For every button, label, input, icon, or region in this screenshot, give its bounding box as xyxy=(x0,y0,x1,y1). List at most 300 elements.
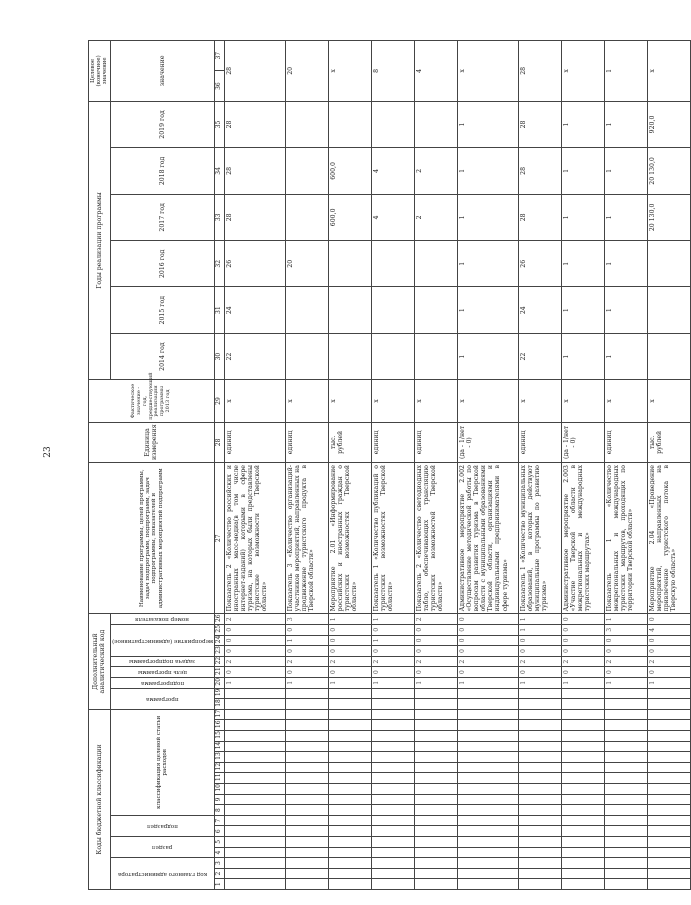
code-cell xyxy=(457,773,518,784)
code-cell xyxy=(414,837,457,848)
code-cell: 0 xyxy=(518,667,561,678)
code-cell: 0 xyxy=(457,635,518,646)
column-number: 11 xyxy=(214,773,224,784)
code-cell: 1 xyxy=(328,614,371,625)
row-year-value: 1 xyxy=(457,148,518,194)
row-year-value: 600,0 xyxy=(328,194,371,240)
code-cell xyxy=(371,837,414,848)
code-cell xyxy=(371,720,414,731)
row-year-value: 28 xyxy=(518,194,561,240)
row-year-value xyxy=(285,148,328,194)
year-2019: 2019 год xyxy=(110,101,214,147)
code-cell: 1 xyxy=(285,677,328,688)
column-number: 2 xyxy=(214,868,224,879)
row-actual: х xyxy=(561,380,604,422)
code-cell: 0 xyxy=(414,667,457,678)
code-cell xyxy=(414,879,457,890)
year-2018: 2018 год xyxy=(110,148,214,194)
code-cell: 0 xyxy=(328,635,371,646)
code-cell xyxy=(561,784,604,795)
table-row xyxy=(371,41,414,890)
extra-sub-goal-label: цель программы xyxy=(137,668,187,675)
row-year-value: 28 xyxy=(224,101,285,147)
row-year-value: 24 xyxy=(224,287,285,333)
code-cell xyxy=(561,720,604,731)
code-cell: 0 xyxy=(328,667,371,678)
extra-sub-goal xyxy=(110,667,214,678)
column-number: 5 xyxy=(214,837,224,848)
code-cell xyxy=(224,688,285,699)
code-cell xyxy=(561,773,604,784)
code-cell: 0 xyxy=(457,667,518,678)
code-cell xyxy=(604,837,647,848)
row-year-value xyxy=(285,101,328,147)
code-cell xyxy=(328,815,371,826)
code-cell xyxy=(224,731,285,742)
code-cell xyxy=(371,773,414,784)
code-cell xyxy=(285,784,328,795)
code-cell: 0 xyxy=(285,646,328,657)
code-cell: 0 xyxy=(647,667,690,678)
year-2014: 2014 год xyxy=(110,333,214,379)
column-number: 22 xyxy=(214,656,224,667)
target-value-header: значение xyxy=(110,41,214,102)
code-cell: 2 xyxy=(518,656,561,667)
code-cell xyxy=(457,741,518,752)
row-year-value: 1 xyxy=(457,194,518,240)
code-cell xyxy=(518,805,561,816)
code-cell: 2 xyxy=(457,656,518,667)
code-cell: 2 xyxy=(224,656,285,667)
code-cell: 1 xyxy=(561,677,604,688)
actual-header: Фактическое значение - год, предшествующий реализации программы 2013 год xyxy=(89,380,215,422)
code-cell: 0 xyxy=(224,625,285,636)
code-cell xyxy=(604,709,647,720)
code-cell: 1 xyxy=(371,614,414,625)
column-number: 28 xyxy=(214,422,224,462)
column-number: 9 xyxy=(214,794,224,805)
code-cell: 2 xyxy=(561,656,604,667)
code-cell xyxy=(224,879,285,890)
row-description: Показатель 2 «Количество российских и иностранных масс-медиа(в том числе интернет-изданий) которыми в сфере туризма, на которых были представлены туристские возможности Тверской области» xyxy=(224,463,285,614)
code-cell xyxy=(285,879,328,890)
code-cell xyxy=(414,858,457,869)
code-cell: 4 xyxy=(647,625,690,636)
code-cell: 0 xyxy=(457,625,518,636)
code-cell xyxy=(414,794,457,805)
extra-sub-indicator xyxy=(110,614,214,625)
code-cell xyxy=(647,794,690,805)
row-actual: х xyxy=(518,380,561,422)
code-cell xyxy=(604,784,647,795)
column-number: 19 xyxy=(214,688,224,699)
code-cell xyxy=(518,784,561,795)
code-cell xyxy=(371,815,414,826)
row-year-value xyxy=(371,241,414,287)
code-cell xyxy=(647,752,690,763)
code-cell: 0 xyxy=(457,614,518,625)
code-cell: 1 xyxy=(518,677,561,688)
code-cell xyxy=(518,879,561,890)
code-cell xyxy=(371,879,414,890)
code-cell xyxy=(518,794,561,805)
row-year-value xyxy=(414,333,457,379)
row-year-value: 4 xyxy=(371,194,414,240)
code-cell: 0 xyxy=(561,646,604,657)
row-target: х xyxy=(561,41,604,102)
code-cell: 1 xyxy=(371,635,414,646)
column-number: 35 xyxy=(214,101,224,147)
code-cell xyxy=(604,773,647,784)
unit-header: Единица измерения xyxy=(89,422,215,462)
extra-sub-task-label: задача подпрограммы xyxy=(129,658,196,665)
row-year-value xyxy=(647,333,690,379)
code-cell xyxy=(328,826,371,837)
code-cell: 1 xyxy=(518,614,561,625)
code-cell xyxy=(561,731,604,742)
row-description: Административное мероприятие 2.003 «Участие Тверской области в межрегиональных и международных туристских маршрутах» xyxy=(561,463,604,614)
code-cell xyxy=(647,868,690,879)
code-cell: 1 xyxy=(604,677,647,688)
table-row xyxy=(647,41,690,890)
code-cell xyxy=(647,699,690,710)
extra-sub-measure-label: мероприятие (административное) xyxy=(111,637,213,644)
column-number: 3 xyxy=(214,858,224,869)
table-row xyxy=(285,41,328,890)
row-year-value: 920,0 xyxy=(647,101,690,147)
code-cell xyxy=(561,847,604,858)
row-unit: тыс. рублей xyxy=(328,422,371,462)
code-cell xyxy=(647,762,690,773)
code-cell xyxy=(328,773,371,784)
table-row xyxy=(224,41,285,890)
row-unit: единиц xyxy=(604,422,647,462)
code-cell: 1 xyxy=(457,677,518,688)
budget-sub-subsection xyxy=(110,815,214,836)
code-cell xyxy=(518,858,561,869)
code-cell xyxy=(224,794,285,805)
code-cell xyxy=(371,752,414,763)
code-cell xyxy=(604,805,647,816)
code-cell xyxy=(561,868,604,879)
code-cell: 0 xyxy=(604,646,647,657)
table-row xyxy=(518,41,561,890)
code-cell xyxy=(561,805,604,816)
code-cell: 0 xyxy=(518,646,561,657)
code-cell xyxy=(604,815,647,826)
row-year-value: 1 xyxy=(457,287,518,333)
code-cell xyxy=(604,847,647,858)
row-year-value: 2 xyxy=(414,148,457,194)
row-actual: х xyxy=(285,380,328,422)
code-cell: 3 xyxy=(285,614,328,625)
code-cell: 0 xyxy=(604,667,647,678)
code-cell xyxy=(518,741,561,752)
code-cell: 2 xyxy=(414,614,457,625)
budget-sub-admin xyxy=(110,858,214,890)
code-cell xyxy=(414,826,457,837)
code-cell xyxy=(328,752,371,763)
row-year-value: 1 xyxy=(604,148,647,194)
row-description: Показатель 2 «Количество светодиодных табло, обеспечивающих трансляцию туристских возможностей Тверской области» xyxy=(414,463,457,614)
code-cell xyxy=(604,826,647,837)
code-cell xyxy=(457,879,518,890)
code-cell xyxy=(371,847,414,858)
column-number: 6 xyxy=(214,826,224,837)
code-cell xyxy=(647,858,690,869)
code-cell: 1 xyxy=(224,677,285,688)
code-cell xyxy=(328,720,371,731)
code-cell xyxy=(561,794,604,805)
code-cell: 2 xyxy=(414,656,457,667)
row-target: 1 xyxy=(604,41,647,102)
column-number: 29 xyxy=(214,380,224,422)
code-cell xyxy=(561,752,604,763)
code-cell xyxy=(457,699,518,710)
code-cell xyxy=(224,837,285,848)
code-cell xyxy=(328,805,371,816)
extra-sub-program xyxy=(110,688,214,709)
row-year-value: 1 xyxy=(604,333,647,379)
code-cell: 0 xyxy=(414,646,457,657)
code-cell xyxy=(328,858,371,869)
code-cell xyxy=(561,688,604,699)
code-cell xyxy=(518,847,561,858)
budget-sub-subsection-label: подраздел xyxy=(146,823,178,830)
row-year-value: 20 130,0 xyxy=(647,194,690,240)
code-cell xyxy=(224,784,285,795)
code-cell xyxy=(285,837,328,848)
code-cell xyxy=(285,858,328,869)
row-year-value: 1 xyxy=(561,287,604,333)
code-cell: 0 xyxy=(371,625,414,636)
row-year-value: 20 xyxy=(285,241,328,287)
code-cell: 0 xyxy=(604,635,647,646)
row-year-value: 4 xyxy=(371,148,414,194)
code-cell xyxy=(371,826,414,837)
code-cell xyxy=(518,731,561,742)
code-cell xyxy=(604,699,647,710)
code-cell: 0 xyxy=(561,614,604,625)
code-cell xyxy=(518,699,561,710)
row-year-value xyxy=(371,101,414,147)
row-year-value xyxy=(285,287,328,333)
column-number: 18 xyxy=(214,699,224,710)
column-number: 27 xyxy=(214,463,224,614)
row-year-value: 28 xyxy=(518,101,561,147)
row-year-value: 1 xyxy=(457,333,518,379)
code-cell xyxy=(285,868,328,879)
years-header: Годы реализации программы xyxy=(89,101,111,380)
code-cell xyxy=(371,688,414,699)
extra-sub-subprogram-label: подпрограмма xyxy=(140,679,184,686)
row-year-value: 20 130,0 xyxy=(647,148,690,194)
code-cell xyxy=(518,837,561,848)
code-cell: 0 xyxy=(561,635,604,646)
code-cell: 1 xyxy=(328,677,371,688)
row-actual: х xyxy=(328,380,371,422)
code-cell xyxy=(604,868,647,879)
code-cell xyxy=(328,784,371,795)
code-cell xyxy=(224,752,285,763)
column-number: 32 xyxy=(214,241,224,287)
program-table xyxy=(88,40,678,890)
code-cell xyxy=(414,731,457,742)
code-cell xyxy=(647,826,690,837)
code-cell xyxy=(414,688,457,699)
code-cell xyxy=(371,709,414,720)
extra-sub-indicator-label: номер показателя xyxy=(135,616,190,623)
row-actual: х xyxy=(647,380,690,422)
row-year-value xyxy=(647,287,690,333)
code-cell xyxy=(518,773,561,784)
row-year-value: 28 xyxy=(224,194,285,240)
extra-sub-task xyxy=(110,656,214,667)
row-unit: единиц xyxy=(224,422,285,462)
code-cell xyxy=(561,837,604,848)
code-cell xyxy=(647,815,690,826)
code-cell xyxy=(647,805,690,816)
code-cell: 0 xyxy=(647,635,690,646)
row-year-value: 28 xyxy=(224,148,285,194)
code-cell xyxy=(328,688,371,699)
budget-sub-admin-label: код главного администратора xyxy=(117,870,207,877)
code-cell xyxy=(328,794,371,805)
code-cell xyxy=(647,720,690,731)
column-number: 15 xyxy=(214,731,224,742)
code-cell xyxy=(224,720,285,731)
row-year-value xyxy=(328,101,371,147)
code-cell xyxy=(457,762,518,773)
code-cell xyxy=(518,762,561,773)
code-cell: 0 xyxy=(561,625,604,636)
extra-sub-program-label: программа xyxy=(145,695,179,702)
code-cell xyxy=(224,762,285,773)
code-cell: 0 xyxy=(285,667,328,678)
code-cell xyxy=(604,741,647,752)
column-number: 20 xyxy=(214,677,224,688)
code-cell xyxy=(561,699,604,710)
column-number: 8 xyxy=(214,805,224,816)
row-year-value xyxy=(285,194,328,240)
column-number: 24 xyxy=(214,635,224,646)
code-cell xyxy=(647,773,690,784)
column-number: 12 xyxy=(214,762,224,773)
code-cell xyxy=(604,879,647,890)
row-year-value: 1 xyxy=(604,287,647,333)
column-number: 34 xyxy=(214,148,224,194)
column-number: 21 xyxy=(214,667,224,678)
code-cell: 1 xyxy=(647,677,690,688)
code-cell xyxy=(604,794,647,805)
code-cell: 0 xyxy=(414,635,457,646)
code-cell xyxy=(328,731,371,742)
row-description: Мероприятие 2.04 «Проведение мероприятий, направленных на привлечение туристского потока в Тверскую область» xyxy=(647,463,690,614)
code-cell: 0 xyxy=(371,667,414,678)
code-cell: 0 xyxy=(224,646,285,657)
year-2016: 2016 год xyxy=(110,241,214,287)
code-cell xyxy=(328,762,371,773)
code-cell: 0 xyxy=(457,646,518,657)
row-unit: единиц xyxy=(518,422,561,462)
budget-codes-header: Коды бюджетной классификации xyxy=(89,709,111,889)
extra-sub-measure xyxy=(110,625,214,657)
code-cell xyxy=(457,815,518,826)
code-cell xyxy=(457,847,518,858)
code-cell xyxy=(328,879,371,890)
code-cell xyxy=(457,837,518,848)
row-target: х xyxy=(647,41,690,102)
code-cell xyxy=(518,868,561,879)
budget-sub-section-label: раздел xyxy=(152,844,173,851)
code-cell xyxy=(224,815,285,826)
code-cell xyxy=(328,868,371,879)
column-number: 13 xyxy=(214,752,224,763)
code-cell xyxy=(647,879,690,890)
row-year-value: 2 xyxy=(414,194,457,240)
code-cell xyxy=(414,773,457,784)
code-cell: 2 xyxy=(224,614,285,625)
code-cell xyxy=(647,709,690,720)
column-number: 16 xyxy=(214,720,224,731)
code-cell xyxy=(561,826,604,837)
budget-sub-target-class-label: классификация целевой статьи расходов xyxy=(155,715,169,809)
row-target: 8 xyxy=(371,41,414,102)
code-cell xyxy=(285,699,328,710)
column-number: 23 xyxy=(214,646,224,657)
code-cell xyxy=(285,709,328,720)
column-number: 31 xyxy=(214,287,224,333)
code-cell xyxy=(518,709,561,720)
code-cell: 1 xyxy=(285,635,328,646)
code-cell: 1 xyxy=(518,625,561,636)
code-cell xyxy=(604,720,647,731)
code-cell xyxy=(371,762,414,773)
code-cell xyxy=(371,858,414,869)
code-cell xyxy=(457,709,518,720)
code-cell xyxy=(371,805,414,816)
row-year-value: 1 xyxy=(457,241,518,287)
code-cell: 0 xyxy=(328,646,371,657)
code-cell xyxy=(224,773,285,784)
column-number: 1 xyxy=(214,879,224,890)
code-cell xyxy=(224,826,285,837)
code-cell xyxy=(604,858,647,869)
code-cell xyxy=(224,699,285,710)
row-year-value xyxy=(414,287,457,333)
row-description: Показатель 1 «Количество муниципальных образований, в которых действуют муниципальные программы по развитию туризма» xyxy=(518,463,561,614)
row-description: Административное мероприятие 2.002 «Осуществление методической работы по вопросам развития туризма в Тверской области с муниципальными образованиями Тверской области, организациями и индивидуальными предпринимателями в сфере туризма» xyxy=(457,463,518,614)
code-cell xyxy=(224,709,285,720)
column-number: 26 xyxy=(214,614,224,625)
row-year-value: 1 xyxy=(457,101,518,147)
row-unit: единиц xyxy=(285,422,328,462)
page-number: 23 xyxy=(43,446,53,458)
code-cell xyxy=(518,752,561,763)
code-cell: 1 xyxy=(604,614,647,625)
code-cell xyxy=(285,741,328,752)
code-cell xyxy=(604,752,647,763)
code-cell xyxy=(457,805,518,816)
code-cell xyxy=(285,826,328,837)
code-cell xyxy=(328,699,371,710)
row-year-value xyxy=(328,241,371,287)
code-cell xyxy=(328,709,371,720)
code-cell xyxy=(604,762,647,773)
code-cell: 2 xyxy=(604,656,647,667)
code-cell xyxy=(414,805,457,816)
code-cell: 0 xyxy=(647,614,690,625)
